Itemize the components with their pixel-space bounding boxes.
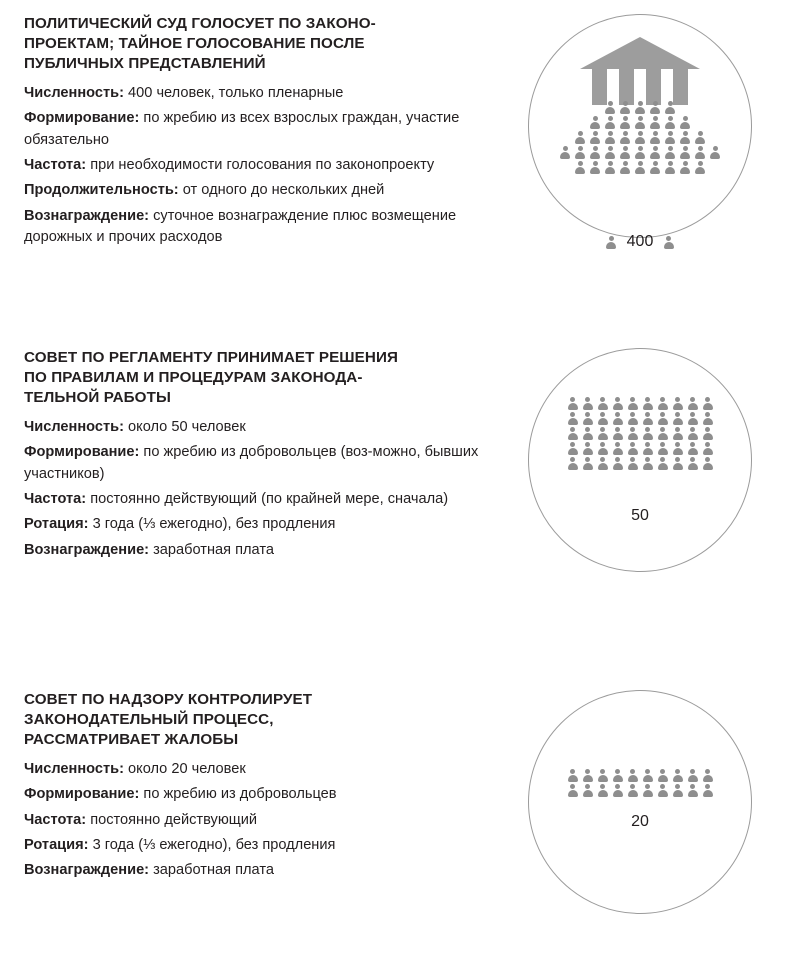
detail-label: Ротация: (24, 837, 89, 854)
title-line: ПУБЛИЧНЫХ ПРЕДСТАВЛЕНИЙ (24, 55, 266, 73)
person-icon (687, 442, 698, 455)
detail-value: около 50 человек (128, 419, 246, 436)
people-row (565, 442, 715, 455)
person-icon (597, 427, 608, 440)
person-icon (657, 427, 668, 440)
person-icon (605, 116, 616, 129)
person-icon (597, 442, 608, 455)
people-icons-group (529, 397, 751, 472)
detail-row (24, 442, 490, 485)
person-icon (663, 236, 674, 249)
detail-row (24, 759, 490, 780)
detail-value: постоянно действующий (по крайней мере, сначала) (90, 491, 449, 508)
detail-label: Ротация: (24, 516, 89, 533)
detail-value: 400 человек, только пленарные (128, 85, 344, 102)
count-label: 50 (631, 507, 649, 524)
title-line: ТЕЛЬНОЙ РАБОТЫ (24, 389, 171, 407)
person-icon (650, 161, 661, 174)
person-icon (702, 427, 713, 440)
block-title (24, 690, 490, 750)
person-icon (672, 412, 683, 425)
title-line: СОВЕТ ПО НАДЗОРУ КОНТРОЛИРУЕТ (24, 691, 313, 708)
person-icon (650, 116, 661, 129)
person-icon (627, 397, 638, 410)
people-row (565, 427, 715, 440)
diagram-column (490, 690, 790, 914)
person-icon (665, 161, 676, 174)
count-label: 400 (626, 233, 654, 250)
person-icon (612, 412, 623, 425)
person-icon (627, 784, 638, 797)
count-row (529, 233, 751, 251)
detail-row (24, 514, 490, 535)
person-icon (597, 769, 608, 782)
title-line: ПО ПРАВИЛАМ И ПРОЦЕДУРАМ ЗАКОНОДА- (24, 369, 363, 387)
block-title (24, 14, 490, 74)
detail-row (24, 206, 490, 249)
person-icon (650, 131, 661, 144)
person-icon (635, 116, 646, 129)
person-icon (702, 457, 713, 470)
person-icon (672, 397, 683, 410)
person-icon (642, 784, 653, 797)
detail-row (24, 180, 490, 201)
person-icon (605, 101, 616, 114)
detail-value: при необходимости голосования по законопроекту (90, 157, 435, 174)
title-line: СОВЕТ ПО РЕГЛАМЕНТУ ПРИНИМАЕТ РЕШЕНИЯ (24, 349, 398, 366)
person-icon (627, 442, 638, 455)
person-icon (582, 427, 593, 440)
person-icon (642, 442, 653, 455)
detail-row (24, 155, 490, 176)
person-icon (672, 769, 683, 782)
person-icon (702, 784, 713, 797)
pillar (646, 69, 661, 105)
person-icon (680, 146, 691, 159)
text-column (0, 690, 490, 886)
person-icon (627, 412, 638, 425)
detail-value: по жребию из добровольцев (143, 786, 337, 803)
person-icon (567, 412, 578, 425)
assembly-diagram-circle (528, 348, 752, 572)
person-icon (642, 457, 653, 470)
person-icon (567, 427, 578, 440)
person-icon (627, 769, 638, 782)
person-icon (665, 131, 676, 144)
person-icon (642, 412, 653, 425)
person-icon (635, 146, 646, 159)
detail-value: заработная плата (153, 541, 274, 558)
people-row (573, 161, 708, 174)
person-icon (657, 769, 668, 782)
person-icon (620, 131, 631, 144)
person-icon (665, 146, 676, 159)
person-icon (582, 457, 593, 470)
person-icon (702, 412, 713, 425)
assembly-diagram-circle (528, 14, 752, 250)
detail-value: около 20 человек (128, 761, 246, 778)
person-icon (575, 146, 586, 159)
people-row (573, 131, 708, 144)
person-icon (642, 397, 653, 410)
person-icon (612, 442, 623, 455)
people-row (588, 116, 693, 129)
assembly-diagram-circle (528, 690, 752, 914)
detail-label: Частота: (24, 811, 87, 828)
detail-label: Вознаграждение: (24, 862, 150, 879)
person-icon (597, 397, 608, 410)
detail-value: заработная плата (153, 862, 274, 879)
detail-row (24, 83, 490, 104)
diagram-column (490, 348, 790, 572)
person-icon (582, 412, 593, 425)
detail-value: 3 года (⅓ ежегодно), без продления (92, 516, 336, 533)
detail-label: Формирование: (24, 786, 140, 803)
person-icon (635, 101, 646, 114)
detail-value: постоянно действующий (90, 811, 258, 828)
person-icon (665, 116, 676, 129)
detail-label: Формирование: (24, 444, 140, 461)
temple-icon (580, 37, 700, 105)
person-icon (590, 131, 601, 144)
person-icon (575, 161, 586, 174)
person-icon (582, 397, 593, 410)
people-row (565, 457, 715, 470)
person-icon (627, 457, 638, 470)
person-icon (710, 146, 721, 159)
person-icon (567, 784, 578, 797)
block-title (24, 348, 490, 408)
people-row (565, 397, 715, 410)
detail-value: от одного до нескольких дней (182, 182, 385, 199)
person-icon (672, 457, 683, 470)
info-block-political-court (0, 14, 790, 252)
person-icon (620, 146, 631, 159)
person-icon (590, 116, 601, 129)
person-icon (582, 442, 593, 455)
person-icon (612, 397, 623, 410)
person-icon (672, 784, 683, 797)
person-icon (582, 784, 593, 797)
text-column (0, 348, 490, 565)
temple-roof (580, 37, 700, 69)
person-icon (620, 161, 631, 174)
detail-label: Частота: (24, 491, 87, 508)
person-icon (620, 101, 631, 114)
detail-label: Продолжительность: (24, 182, 179, 199)
person-icon (605, 131, 616, 144)
person-icon (605, 161, 616, 174)
person-icon (657, 442, 668, 455)
person-icon (612, 457, 623, 470)
title-line: РАССМАТРИВАЕТ ЖАЛОБЫ (24, 731, 239, 749)
person-icon (680, 161, 691, 174)
pillar (619, 69, 634, 105)
person-icon (582, 769, 593, 782)
people-row (565, 784, 715, 797)
people-row (565, 769, 715, 782)
person-icon (672, 442, 683, 455)
detail-row (24, 417, 490, 438)
detail-row (24, 860, 490, 881)
detail-row (24, 784, 490, 805)
person-icon (657, 397, 668, 410)
person-icon (687, 769, 698, 782)
detail-row (24, 489, 490, 510)
person-icon (597, 412, 608, 425)
detail-label: Численность: (24, 85, 124, 102)
detail-label: Формирование: (24, 110, 140, 127)
temple-pillars (592, 69, 688, 105)
person-icon (567, 769, 578, 782)
person-icon (657, 412, 668, 425)
person-icon (687, 457, 698, 470)
person-icon (695, 161, 706, 174)
text-column (0, 14, 490, 252)
person-icon (605, 146, 616, 159)
person-icon (597, 784, 608, 797)
person-icon (560, 146, 571, 159)
person-icon (642, 427, 653, 440)
person-icon (687, 784, 698, 797)
person-icon (612, 769, 623, 782)
detail-row (24, 540, 490, 561)
people-row (565, 412, 715, 425)
person-icon (687, 412, 698, 425)
detail-label: Вознаграждение: (24, 207, 150, 224)
person-icon (657, 784, 668, 797)
title-line: ПОЛИТИЧЕСКИЙ СУД ГОЛОСУЕТ ПО ЗАКОНО- (24, 15, 376, 32)
title-line: ЗАКОНОДАТЕЛЬНЫЙ ПРОЦЕСС, (24, 711, 274, 729)
detail-row (24, 108, 490, 151)
pillar (673, 69, 688, 105)
person-icon (606, 236, 617, 249)
people-row (603, 101, 678, 114)
detail-row (24, 835, 490, 856)
person-icon (627, 427, 638, 440)
person-icon (680, 131, 691, 144)
person-icon (695, 146, 706, 159)
detail-label: Вознаграждение: (24, 541, 150, 558)
person-icon (657, 457, 668, 470)
person-icon (650, 101, 661, 114)
person-icon (612, 427, 623, 440)
detail-row (24, 810, 490, 831)
person-icon (672, 427, 683, 440)
person-icon (567, 397, 578, 410)
person-icon (590, 146, 601, 159)
detail-label: Частота: (24, 157, 87, 174)
person-icon (590, 161, 601, 174)
detail-value: суточное вознаграждение плюс возмещение дорожных и прочих расходов (24, 207, 457, 245)
person-icon (612, 784, 623, 797)
person-icon (597, 457, 608, 470)
people-row (558, 146, 723, 159)
detail-value: 3 года (⅓ ежегодно), без продления (92, 837, 336, 854)
person-icon (702, 769, 713, 782)
people-icons-group (529, 769, 751, 799)
detail-value: по жребию из добровольцев (воз-можно, бывших участников) (24, 444, 479, 482)
person-icon (665, 101, 676, 114)
person-icon (687, 397, 698, 410)
diagram-column (490, 14, 790, 250)
pillar (592, 69, 607, 105)
person-icon (642, 769, 653, 782)
person-icon (575, 131, 586, 144)
people-icons-group (529, 101, 751, 176)
person-icon (620, 116, 631, 129)
info-block-oversight-council (0, 690, 790, 914)
person-icon (567, 457, 578, 470)
person-icon (695, 131, 706, 144)
person-icon (687, 427, 698, 440)
person-icon (702, 397, 713, 410)
detail-label: Численность: (24, 761, 124, 778)
person-icon (567, 442, 578, 455)
count-label: 20 (631, 813, 649, 830)
title-line: ПРОЕКТАМ; ТАЙНОЕ ГОЛОСОВАНИЕ ПОСЛЕ (24, 35, 365, 53)
detail-label: Численность: (24, 419, 124, 436)
person-icon (680, 116, 691, 129)
person-icon (650, 146, 661, 159)
info-block-rules-council (0, 348, 790, 572)
person-icon (702, 442, 713, 455)
person-icon (635, 161, 646, 174)
person-icon (635, 131, 646, 144)
detail-value: по жребию из всех взрослых граждан, участие обязательно (24, 110, 460, 148)
